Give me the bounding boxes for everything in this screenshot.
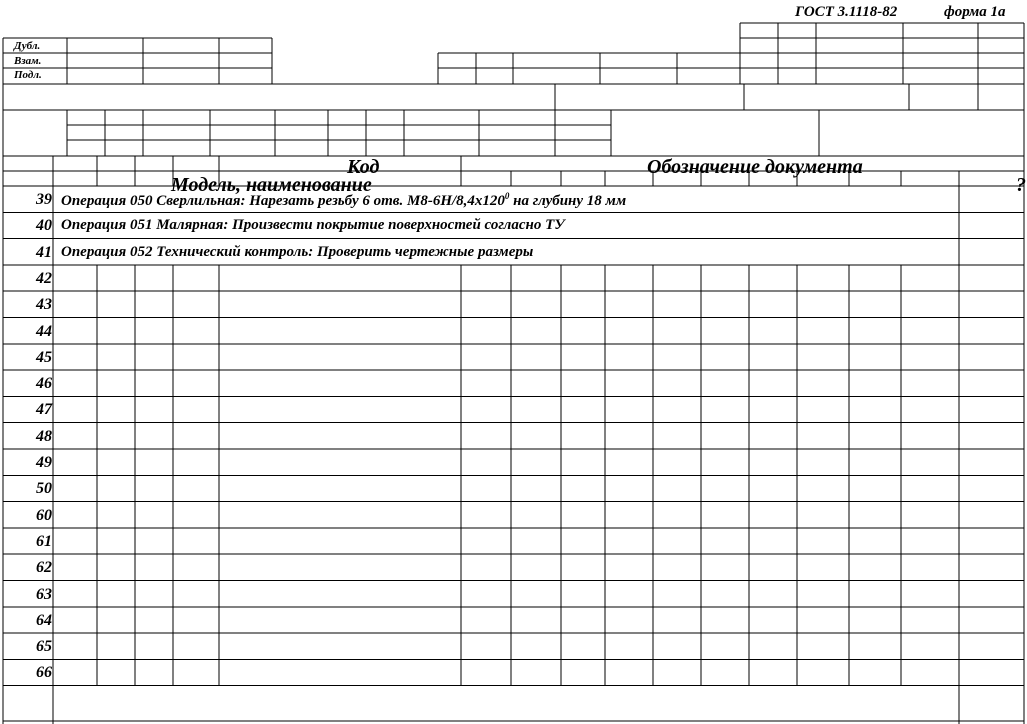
- operation-text: Операция 050 Сверлильная: Нарезать резьбу 6 отв. $М8-6Н/8,4х120^0$ на глубину 18 мм: [61, 191, 627, 209]
- row-number: 60: [36, 506, 52, 524]
- row-number: 50: [36, 480, 52, 498]
- row-number: 61: [36, 532, 52, 550]
- row-number: 42: [36, 269, 52, 287]
- table-row: [0, 423, 1027, 449]
- operation-text: Операция 052 Технический контроль: Проверить чертежные размеры: [61, 243, 534, 260]
- form-number-label: форма 1а: [944, 4, 1006, 20]
- column-header-document: Обозначение документа: [647, 156, 863, 178]
- row-number: 65: [36, 638, 52, 656]
- table-row: [0, 659, 1027, 685]
- table-row: [0, 502, 1027, 528]
- row-number: 62: [36, 559, 52, 577]
- table-row: [0, 607, 1027, 633]
- table-row: [0, 449, 1027, 475]
- table-row: [0, 318, 1027, 344]
- side-label-vzam: Взам.: [14, 55, 42, 67]
- table-row: [0, 265, 1027, 291]
- table-row: [0, 475, 1027, 501]
- table-row: [0, 370, 1027, 396]
- column-header-edge-mark: ?: [1016, 174, 1026, 196]
- table-row: [0, 581, 1027, 607]
- table-row: [0, 239, 1027, 265]
- table-row: [0, 554, 1027, 580]
- row-number: 48: [36, 427, 52, 445]
- table-row: [0, 212, 1027, 238]
- table-row: [0, 186, 1027, 212]
- row-number: 46: [36, 375, 52, 393]
- row-number: 45: [36, 348, 52, 366]
- row-number: 40: [36, 217, 52, 235]
- table-row: [0, 396, 1027, 422]
- row-number: 66: [36, 664, 52, 682]
- table-row: [0, 344, 1027, 370]
- row-number: 63: [36, 585, 52, 603]
- column-header-model-name: Модель, наименование: [171, 174, 372, 196]
- row-number: 64: [36, 611, 52, 629]
- side-label-dubl: Дубл.: [14, 40, 41, 52]
- gost-standard-label: ГОСТ 3.1118-82: [795, 4, 898, 20]
- column-header-code: Код: [347, 156, 380, 178]
- row-number: 43: [36, 296, 52, 314]
- row-number: 44: [36, 322, 52, 340]
- row-number: 47: [36, 401, 52, 419]
- degree-superscript: 0: [504, 191, 510, 201]
- row-number: 39: [36, 191, 52, 208]
- side-label-podl: Подл.: [14, 69, 42, 81]
- row-number: 41: [36, 243, 52, 261]
- table-row: [0, 528, 1027, 554]
- row-number: 49: [36, 454, 52, 471]
- table-row: [0, 291, 1027, 317]
- operation-text: Операция 051 Малярная: Произвести покрытие поверхностей согласно ТУ: [61, 217, 565, 234]
- table-row: [0, 633, 1027, 659]
